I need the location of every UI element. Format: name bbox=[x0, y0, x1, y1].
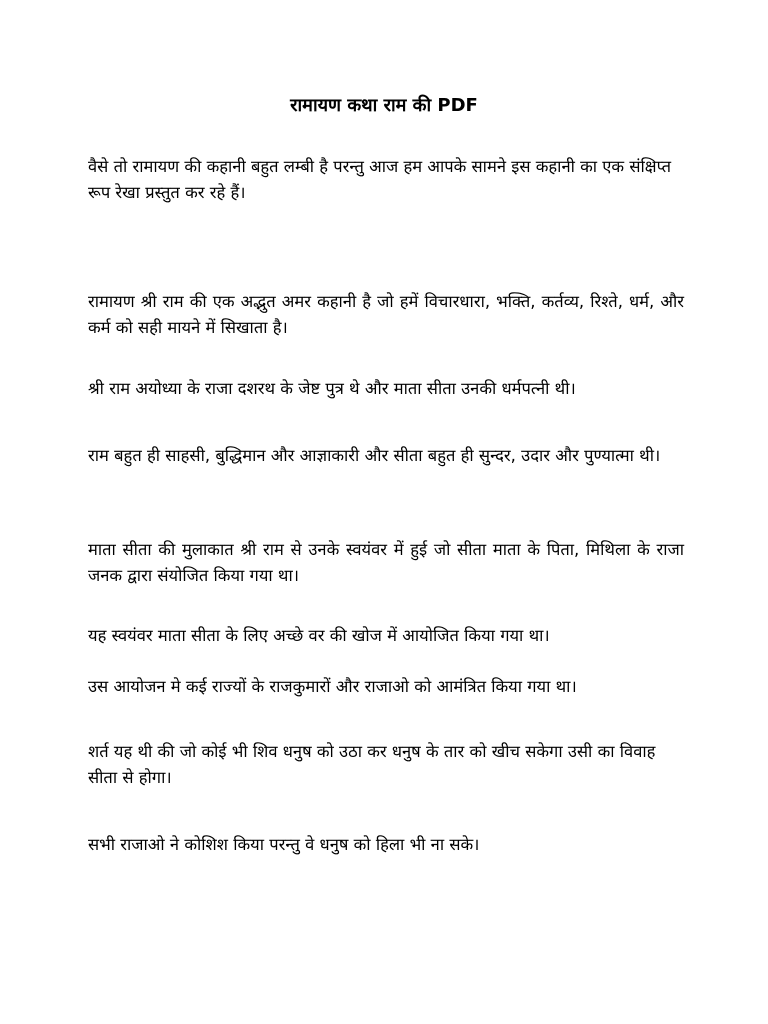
paragraph-kings-failed: सभी राजाओ ने कोशिश किया परन्तु वे धनुष को हिला भी ना सके। bbox=[88, 835, 480, 854]
paragraph-intro: वैसे तो रामायण की कहानी बहुत लम्बी है परन्तु आज हम आपके सामने इस कहानी का एक संक्षिप्त रूप रेखा प्रस्तुत कर रहे हैं। bbox=[88, 157, 672, 202]
paragraph-ram-sita: श्री राम अयोध्या के राजा दशरथ के जेष्ट पुत्र थे और माता सीता उनकी धर्मपत्नी थी। bbox=[88, 379, 576, 398]
paragraph-swayamvar-purpose: यह स्वयंवर माता सीता के लिए अच्छे वर की खोज में आयोजित किया गया था। bbox=[88, 626, 550, 645]
paragraph-ramayan-meaning: रामायण श्री राम की एक अद्भुत अमर कहानी है जो हमें विचारधारा, भक्ति, कर्तव्य, रिश्ते, धर्म, और कर्म को सही मायने में सिखाता है। bbox=[88, 292, 684, 337]
paragraph-qualities: राम बहुत ही साहसी, बुद्धिमान और आज्ञाकारी और सीता बहुत ही सुन्दर, उदार और पुण्यात्मा थी। bbox=[88, 446, 661, 465]
document-title: रामायण कथा राम की PDF bbox=[290, 95, 478, 116]
paragraph-invited-kings: उस आयोजन मे कई राज्यों के राजकुमारों और राजाओ को आमंत्रित किया गया था। bbox=[88, 677, 577, 696]
paragraph-condition: शर्त यह थी की जो कोई भी शिव धनुष को उठा कर धनुष के तार को खीच सकेगा उसी का विवाह सीता से होगा। bbox=[88, 742, 656, 787]
paragraph-swayamvar-meeting: माता सीता की मुलाकात श्री राम से उनके स्वयंवर में हुई जो सीता माता के पिता, मिथिला के राजा जनक द्वारा संयोजित किया गया था। bbox=[88, 540, 684, 585]
